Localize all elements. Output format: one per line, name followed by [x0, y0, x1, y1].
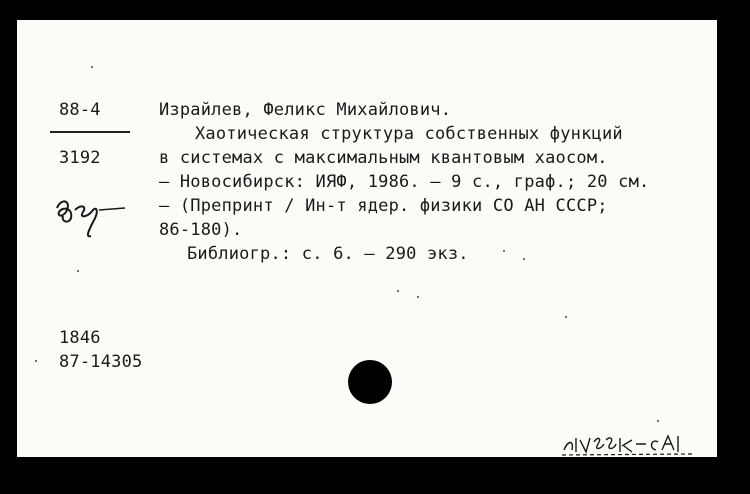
entry-imprint: – Новосибирск: ИЯФ, 1986. – 9 с., граф.; 20 см.	[159, 172, 650, 192]
handwritten-mark	[53, 196, 133, 246]
dust-speck	[397, 290, 399, 292]
accession-number-2: 87-14305	[59, 352, 143, 372]
dust-speck	[657, 420, 659, 422]
entry-title-line-1: Хаотическая структура собственных функций	[195, 124, 623, 144]
catalog-card	[17, 20, 717, 457]
call-number-bottom: 3192	[59, 148, 101, 168]
entry-heading: Израйлев, Феликс Михайлович.	[159, 100, 452, 120]
dust-speck	[523, 258, 525, 260]
call-number-top: 88-4	[59, 100, 101, 120]
dust-speck	[565, 316, 567, 318]
dust-speck	[417, 296, 419, 298]
entry-series-number: 86-180).	[159, 220, 243, 240]
entry-title-line-2: в системах с максимальным квантовым хаосом.	[159, 148, 608, 168]
punch-hole	[348, 360, 392, 404]
dust-speck	[91, 66, 93, 68]
dust-speck	[35, 360, 37, 362]
dust-speck	[77, 270, 79, 272]
handwritten-bottom-note	[562, 430, 702, 458]
entry-series: – (Препринт / Ин-т ядер. физики СО АН СССР;	[159, 196, 608, 216]
call-number-divider	[50, 131, 130, 133]
entry-notes: Библиогр.: с. 6. – 290 экз.	[187, 244, 469, 264]
dust-speck	[503, 250, 505, 252]
accession-number-1: 1846	[59, 328, 101, 348]
